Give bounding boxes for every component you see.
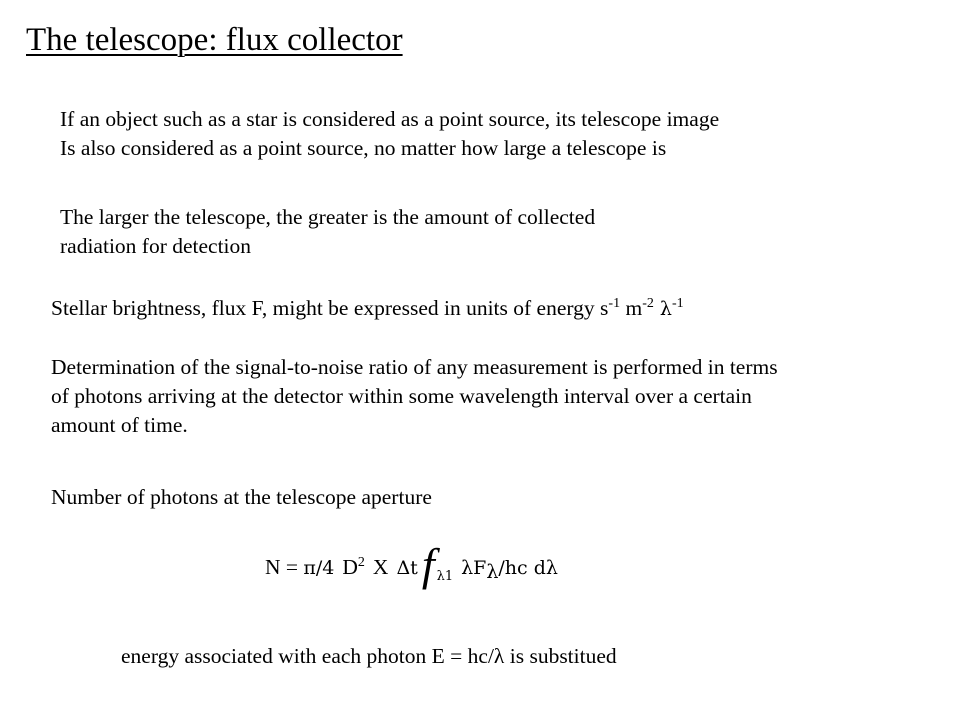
paragraph-line: The larger the telescope, the greater is the amount of collected [60, 205, 596, 229]
unit-m: m [620, 296, 643, 320]
paragraph-telescope-size [60, 203, 595, 261]
formula-tail: /hc dλ [498, 557, 558, 579]
paragraph-photon-count: Number of photons at the telescope aperture [51, 485, 432, 509]
formula-integrand: λF [461, 557, 487, 579]
paragraph-line: If an object such as a star is considered as a point source, its telescope image [60, 107, 720, 131]
formula-lhs: N = [265, 555, 304, 579]
flux-units-text: Stellar brightness, flux F, might be expressed in units of energy s [51, 296, 609, 320]
paragraph-line: amount of time. [51, 413, 188, 437]
formula-d-term: D [342, 555, 358, 579]
exponent-s: -1 [608, 296, 621, 311]
paragraph-line: Is also considered as a point source, no matter how large a telescope is [60, 136, 667, 160]
formula-x-term: X [372, 555, 389, 579]
paragraph-line: Determination of the signal-to-noise ratio of any measurement is performed in terms [51, 355, 778, 379]
unit-lambda: λ [653, 298, 672, 320]
formula-integrand-subscript: λ [486, 561, 499, 583]
paragraph-line: of photons arriving at the detector within some wavelength interval over a certain [51, 384, 752, 408]
formula-pi-term: π/4 [303, 557, 335, 579]
paragraph-point-source [60, 105, 719, 163]
paragraph-signal-to-noise [51, 353, 778, 440]
integral-symbol: f [421, 539, 435, 590]
paragraph-flux-units [51, 294, 684, 324]
photon-count-formula [265, 539, 558, 590]
formula-delta-t: Δt [396, 557, 418, 579]
paragraph-photon-energy: energy associated with each photon E = hc/λ is substitued [121, 644, 617, 668]
formula-d-exponent: 2 [357, 555, 365, 570]
slide-title: The telescope: flux collector [26, 22, 403, 58]
paragraph-line: radiation for detection [60, 234, 252, 258]
exponent-m: -2 [642, 296, 654, 311]
exponent-lambda: -1 [671, 296, 684, 311]
integral-lower-limit: λ1 [436, 569, 454, 584]
